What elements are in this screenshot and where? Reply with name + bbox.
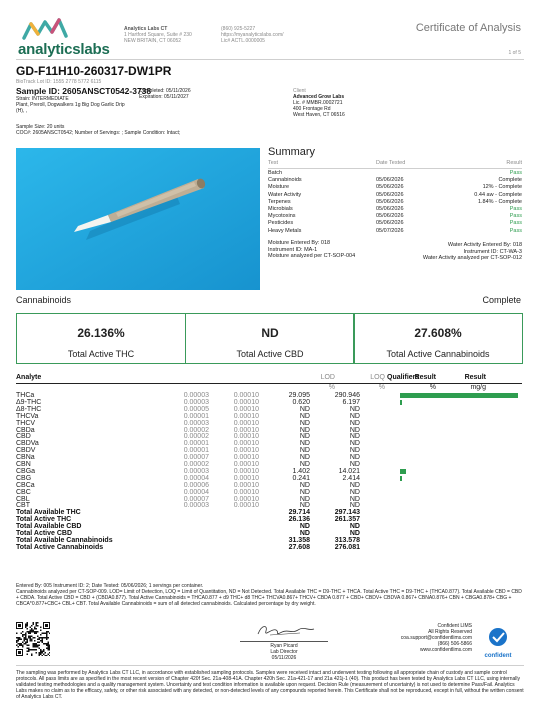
summary-date: 05/07/2026 bbox=[376, 227, 404, 234]
summary-result: Pass bbox=[509, 170, 522, 176]
total-result-mg: ND bbox=[349, 523, 360, 531]
client-label: Client bbox=[293, 88, 306, 94]
analyte-result-mg: ND bbox=[349, 433, 360, 441]
analyte-bar bbox=[400, 393, 518, 398]
summary-test: Water Activity bbox=[268, 191, 302, 198]
col-result-mg: Result bbox=[464, 374, 486, 381]
analyte-loq: 0.00010 bbox=[233, 392, 259, 399]
analyte-bar bbox=[400, 476, 402, 481]
summary-result: 1.84% - Complete bbox=[477, 198, 522, 205]
summary-date: 05/06/2026 bbox=[376, 206, 404, 212]
col-analyte: Analyte bbox=[16, 374, 42, 381]
analyte-lod: 0.00002 bbox=[183, 426, 209, 434]
expiration-date: Expiration: 05/11/2027 bbox=[139, 94, 189, 100]
total-result-mg: 297.143 bbox=[334, 509, 360, 517]
lab-phone: (860) 925-5227 bbox=[221, 26, 256, 32]
analyte-result-mg: ND bbox=[349, 495, 360, 503]
analyte-loq: 0.00010 bbox=[233, 440, 259, 448]
page-number: 1 of 5 bbox=[508, 50, 521, 56]
analyte-loq: 0.00010 bbox=[233, 461, 259, 468]
confident-logo-icon bbox=[476, 626, 520, 648]
footer-divider bbox=[16, 665, 524, 666]
kpi-value: ND bbox=[261, 326, 279, 340]
analyte-result-mg: ND bbox=[349, 440, 360, 448]
analyte-result-pct: ND bbox=[299, 440, 310, 448]
summary-result: Pass bbox=[509, 227, 522, 234]
analyte-loq: 0.00010 bbox=[233, 426, 259, 434]
summary-test: Cannabinoids bbox=[268, 177, 302, 184]
summary-date: 05/06/2026 bbox=[376, 191, 404, 198]
analyte-loq: 0.00010 bbox=[233, 502, 259, 510]
lab-website[interactable]: https://myanalyticslabs.com/ bbox=[221, 32, 284, 38]
total-name: Total Available THC bbox=[16, 509, 81, 517]
analyte-result-pct: ND bbox=[299, 495, 310, 503]
total-name: Total Available Cannabinoids bbox=[16, 536, 113, 544]
analyte-loq: 0.00010 bbox=[233, 474, 259, 482]
sample-code: GD-F11H10-260317-DW1PR bbox=[16, 64, 172, 78]
header-divider bbox=[16, 59, 524, 60]
analyte-lod: 0.00003 bbox=[183, 467, 209, 475]
total-result-pct: 27.608 bbox=[288, 543, 310, 551]
lims-name: Confident LIMS bbox=[437, 623, 472, 629]
analyte-loq: 0.00010 bbox=[233, 481, 259, 489]
summary-col-date: Date Tested bbox=[376, 160, 406, 166]
lab-address-line-1: 1 Hartford Square, Suite # 230 bbox=[124, 32, 192, 38]
sample-size-info bbox=[16, 124, 276, 136]
total-result-pct: 29.714 bbox=[288, 509, 310, 517]
analyte-result-pct: 0.620 bbox=[292, 398, 310, 406]
completed-date: Completed: 05/11/2026 bbox=[139, 88, 191, 94]
analyte-lod: 0.00007 bbox=[183, 454, 209, 462]
unit-lod: % bbox=[328, 384, 335, 391]
confident-logo bbox=[476, 626, 520, 659]
analyte-name: CBN bbox=[16, 461, 31, 468]
analyte-result-mg: ND bbox=[349, 502, 360, 510]
sample-id: Sample ID: 2605ANSCT0542-3738 bbox=[16, 86, 152, 96]
analyte-result-mg: 6.197 bbox=[342, 398, 360, 406]
analyte-name: CBG bbox=[16, 474, 32, 482]
analyte-result-pct: ND bbox=[299, 419, 310, 427]
analyte-result-pct: ND bbox=[299, 502, 310, 510]
kpi-total-active-cannabinoids bbox=[353, 313, 523, 364]
summary-result: Complete bbox=[498, 177, 522, 184]
analyte-lod: 0.00003 bbox=[183, 502, 209, 510]
analyte-name: THCVa bbox=[16, 412, 39, 420]
analyte-loq: 0.00010 bbox=[233, 467, 259, 475]
total-name: Total Available CBD bbox=[16, 523, 82, 531]
analyte-loq: 0.00010 bbox=[233, 495, 259, 503]
total-result-mg: 313.578 bbox=[334, 536, 360, 544]
analyte-result-mg: ND bbox=[349, 419, 360, 427]
analyte-lod: 0.00004 bbox=[183, 474, 209, 482]
lab-address-line-2: NEW BRITAIN, CT 06052 bbox=[124, 38, 182, 44]
unit-result-pct: % bbox=[429, 384, 436, 391]
analyte-result-pct: ND bbox=[299, 405, 310, 413]
water-activity-info bbox=[382, 242, 522, 262]
analyte-result-pct: 29.095 bbox=[288, 392, 310, 399]
summary-divider bbox=[268, 168, 522, 169]
signature-date: 05/11/2026 bbox=[271, 655, 297, 661]
lims-info bbox=[380, 623, 472, 653]
analyte-result-mg: ND bbox=[349, 488, 360, 496]
unit-loq: % bbox=[378, 384, 385, 391]
notes-line-2: Cannabinoids analyzed per CT-SOP-009. LOD= Limit of Detection, LOQ = Limit of Quantitation, ND = Not Detected. Total Available THC = D9-THC + THCA. Total Active THC = D9-THC + (THCA0.877). Total Available CBD = CBD + CBDA. Total Active CBD = CBD + (CBDA0.877). Total Active Cannabinoids = THCA0.877 + d9 THC+ d8 THC+ THCVA0.867+ THCV+ CBDA 0.877 + CBD+ CBDV+ CBDVA 0.867+ CBNA0.876+ CBN + CBGA0.878+ CBG + CBCA*0.877+CBC+ CBL+ CBT. Total Available Cannabinoids = sum of all detected cannabinoids. Calculated percentage by dry weight. bbox=[16, 589, 522, 607]
analyte-name: CBT bbox=[16, 502, 30, 510]
col-result-pct: Result bbox=[414, 374, 436, 381]
summary-result: 12% - Complete bbox=[482, 184, 522, 191]
analyte-loq: 0.00010 bbox=[233, 433, 259, 441]
analyte-name: CBDa bbox=[16, 426, 35, 434]
product-line-1: Plant, Preroll, Dogwalkers 1g Big Dog Garlic Drip bbox=[16, 102, 125, 108]
summary-col-test: Test bbox=[268, 160, 279, 166]
analyte-lod: 0.00002 bbox=[183, 461, 209, 468]
summary-col-result: Result bbox=[506, 160, 522, 166]
summary-result: 0.44 aw - Complete bbox=[474, 191, 522, 198]
analyte-name: CBCa bbox=[16, 481, 35, 489]
analyte-lod: 0.00007 bbox=[183, 495, 209, 503]
analyte-total-row bbox=[16, 544, 396, 551]
summary-result: Pass bbox=[509, 213, 522, 220]
lims-rights: All Rights Reserved bbox=[428, 629, 472, 635]
analyte-name: CBDVa bbox=[16, 440, 39, 448]
analyte-result-pct: 1.402 bbox=[292, 467, 310, 475]
wa-instrument: Instrument ID: CT-WA-3 bbox=[463, 248, 522, 255]
analyte-result-pct: 0.241 bbox=[292, 474, 310, 482]
total-result-pct: 31.358 bbox=[288, 536, 310, 544]
analyte-result-pct: ND bbox=[299, 426, 310, 434]
summary-header bbox=[268, 160, 522, 168]
biotrack-lot-id: BioTrack Lot ID: 1555 2778 5772 6115 bbox=[16, 79, 102, 85]
analyte-result-mg: ND bbox=[349, 481, 360, 489]
summary-result: Pass bbox=[509, 220, 522, 227]
kpi-total-active-thc bbox=[16, 313, 186, 364]
analyte-loq: 0.00010 bbox=[233, 412, 259, 420]
method-notes bbox=[16, 583, 524, 607]
analyte-name: THCa bbox=[16, 392, 35, 399]
analyte-bar bbox=[400, 469, 406, 474]
client-address-2: West Haven, CT 06516 bbox=[293, 112, 345, 118]
lab-name: Analytics Labs CT bbox=[124, 26, 168, 32]
analyte-name: CBL bbox=[16, 495, 30, 503]
kpi-total-active-cbd bbox=[185, 313, 355, 364]
lab-info bbox=[124, 26, 224, 44]
qr-code-icon[interactable] bbox=[16, 622, 50, 656]
document-title: Certificate of Analysis bbox=[415, 22, 521, 34]
total-name: Total Active CBD bbox=[16, 530, 73, 537]
analyte-result-mg: 290.946 bbox=[334, 392, 360, 399]
analyte-lod: 0.00005 bbox=[183, 405, 209, 413]
cannabinoids-title: Cannabinoids bbox=[16, 295, 72, 305]
summary-test: Moisture bbox=[268, 184, 290, 191]
analyte-name: CBD bbox=[16, 433, 31, 441]
kpi-label: Total Active Cannabinoids bbox=[386, 349, 490, 359]
moisture-instrument: Instrument ID: MA-1 bbox=[268, 246, 318, 253]
analyte-lod: 0.00003 bbox=[183, 419, 209, 427]
kpi-label: Total Active CBD bbox=[236, 349, 304, 359]
analyte-result-pct: ND bbox=[299, 412, 310, 420]
coc-info: COC#: 2605ANSCT0542; Number of Servings: ; Sample Condition: Intact; bbox=[16, 130, 181, 136]
client-info bbox=[293, 88, 413, 118]
analyte-result-mg: 2.414 bbox=[342, 474, 360, 482]
sample-size: Sample Size: 20 units bbox=[16, 124, 65, 130]
analyte-table-header bbox=[16, 374, 522, 383]
summary-result: Pass bbox=[509, 206, 522, 212]
analyte-name: Δ8-THC bbox=[16, 405, 42, 413]
analyte-result-pct: ND bbox=[299, 481, 310, 489]
analyte-result-mg: ND bbox=[349, 405, 360, 413]
analyte-lod: 0.00003 bbox=[183, 398, 209, 406]
analyte-result-pct: ND bbox=[299, 433, 310, 441]
lims-phone: (866) 506-5866 bbox=[437, 641, 472, 647]
wa-method: Water Activity analyzed per CT-SOP-012 bbox=[422, 255, 522, 261]
summary-date: 05/06/2026 bbox=[376, 220, 404, 227]
summary-row bbox=[268, 228, 522, 236]
total-result-pct: ND bbox=[299, 530, 310, 537]
kpi-label: Total Active THC bbox=[67, 349, 135, 359]
total-result-mg: ND bbox=[349, 530, 360, 537]
analyte-lod: 0.00002 bbox=[183, 433, 209, 441]
analyte-bar bbox=[400, 400, 402, 405]
sample-dates bbox=[139, 88, 191, 100]
client-name: Advanced Grow Labs bbox=[293, 94, 345, 100]
summary-test: Terpenes bbox=[268, 198, 291, 205]
product-photo bbox=[16, 148, 260, 290]
summary-date: 05/06/2026 bbox=[376, 184, 404, 191]
analyte-lod: 0.00004 bbox=[183, 488, 209, 496]
total-name: Total Active THC bbox=[16, 516, 72, 524]
summary-test: Heavy Metals bbox=[268, 227, 302, 234]
analyte-name: Δ9-THC bbox=[16, 398, 42, 406]
analyte-units-row bbox=[16, 384, 522, 391]
analyte-loq: 0.00010 bbox=[233, 488, 259, 496]
analyte-lod: 0.00003 bbox=[183, 392, 209, 399]
kpi-value: 26.136% bbox=[77, 326, 125, 340]
unit-result-mg: mg/g bbox=[470, 384, 486, 391]
wa-entered-by: Water Activity Entered By: 018 bbox=[447, 242, 522, 248]
cannabinoids-status: Complete bbox=[482, 295, 521, 305]
product-line-2: (H), , bbox=[16, 108, 28, 114]
analyte-lod: 0.00001 bbox=[183, 412, 209, 420]
confident-logo-text: confident bbox=[484, 653, 512, 659]
lims-website[interactable]: www.confidentlims.com bbox=[420, 647, 472, 653]
total-result-pct: 26.136 bbox=[288, 516, 310, 524]
summary-test: Microbials bbox=[268, 206, 293, 212]
analyte-name: CBDV bbox=[16, 447, 36, 455]
analyte-result-pct: ND bbox=[299, 488, 310, 496]
analyte-lod: 0.00006 bbox=[183, 481, 209, 489]
analyticslabs-logo-text: analyticslabs bbox=[18, 41, 110, 58]
col-qualifiers: Qualifiers bbox=[387, 374, 420, 381]
analyte-name: THCV bbox=[16, 419, 36, 427]
preroll-image bbox=[16, 148, 260, 290]
signature-block bbox=[240, 641, 328, 661]
col-lod: LOD bbox=[320, 374, 335, 381]
analyte-result-pct: ND bbox=[299, 447, 310, 455]
analyte-result-pct: ND bbox=[299, 461, 310, 468]
notes-line-1: Entered By: 005 Instrument ID: 2; Date Tested: 05/06/2026; 1 servings per container. bbox=[16, 583, 204, 589]
total-name: Total Active Cannabinoids bbox=[16, 543, 104, 551]
col-loq: LOQ bbox=[370, 374, 385, 381]
moisture-method: Moisture analyzed per CT-SOP-004 bbox=[268, 253, 356, 259]
lab-license: Lic# ACTL.0000005 bbox=[221, 38, 265, 44]
analyte-result-mg: ND bbox=[349, 454, 360, 462]
kpi-value: 27.608% bbox=[414, 326, 462, 340]
summary-test: Batch bbox=[268, 170, 283, 176]
client-address-1: 400 Frontage Rd bbox=[293, 106, 331, 112]
analyte-loq: 0.00010 bbox=[233, 447, 259, 455]
analyte-loq: 0.00010 bbox=[233, 398, 259, 406]
analyticslabs-logo-icon bbox=[22, 18, 68, 40]
analyte-lod: 0.00001 bbox=[183, 447, 209, 455]
strain: Strain: INTERMEDIATE bbox=[16, 96, 69, 102]
analyte-result-pct: ND bbox=[299, 454, 310, 462]
total-result-pct: ND bbox=[299, 523, 310, 531]
lims-email[interactable]: coa.support@confidentlims.com bbox=[400, 635, 472, 641]
analyte-name: CBNa bbox=[16, 454, 35, 462]
signer-name: Ryan Picard bbox=[240, 641, 328, 649]
signer-title: Lab Director bbox=[270, 649, 298, 655]
strain-info bbox=[16, 96, 136, 114]
signature-icon bbox=[252, 622, 318, 640]
total-result-mg: 261.357 bbox=[334, 516, 360, 524]
analyte-result-mg: ND bbox=[349, 461, 360, 468]
analyte-loq: 0.00010 bbox=[233, 419, 259, 427]
lab-contact bbox=[221, 26, 341, 44]
summary-date: 05/06/2026 bbox=[376, 213, 404, 220]
summary-test: Mycotoxins bbox=[268, 213, 296, 220]
analyte-name: CBC bbox=[16, 488, 31, 496]
analyte-result-mg: 14.021 bbox=[338, 467, 360, 475]
moisture-entered-by: Moisture Entered By: 018 bbox=[268, 240, 331, 246]
analyte-result-mg: ND bbox=[349, 412, 360, 420]
summary-test: Pesticides bbox=[268, 220, 294, 227]
total-result-mg: 276.081 bbox=[334, 543, 360, 551]
analyte-loq: 0.00010 bbox=[233, 405, 259, 413]
analyte-name: CBGa bbox=[16, 467, 36, 475]
summary-date: 05/06/2026 bbox=[376, 198, 404, 205]
summary-title: Summary bbox=[268, 146, 316, 158]
disclaimer: The sampling was performed by Analytics Labs CT LLC, in accordance with established sampling protocols. Samples were received intact and underwent testing following all appropriate chain of custody and sample control protocols. All pass limits are as specified in the most recent version of Chapter 420f Sec. 21a-408-41A. Chapter 420h Sec. 21a-421-17 and 21a 421j-1 (40). This product has been tested by Analytics Labs CT LLC, using internally validated testing methodologies and a quality management system. Uncertainty and test condition information is available upon request. Decision Rule (measurement of uncertainty) is not used to determine Pass/Fail. Analytics Labs makes no claim as to the efficacy, safety, or other risk associated with any detected, or non-detected levels of any compounds reported herein. This Certificate shall not be reproduced, except in full, without the written consent of Analytics Labs CT. bbox=[16, 670, 524, 700]
analyte-result-mg: ND bbox=[349, 426, 360, 434]
analyte-result-mg: ND bbox=[349, 447, 360, 455]
summary-date: 05/06/2026 bbox=[376, 177, 404, 184]
analyte-loq: 0.00010 bbox=[233, 454, 259, 462]
analyte-lod: 0.00001 bbox=[183, 440, 209, 448]
client-license: Lic. # MMBR.0002721 bbox=[293, 100, 343, 106]
